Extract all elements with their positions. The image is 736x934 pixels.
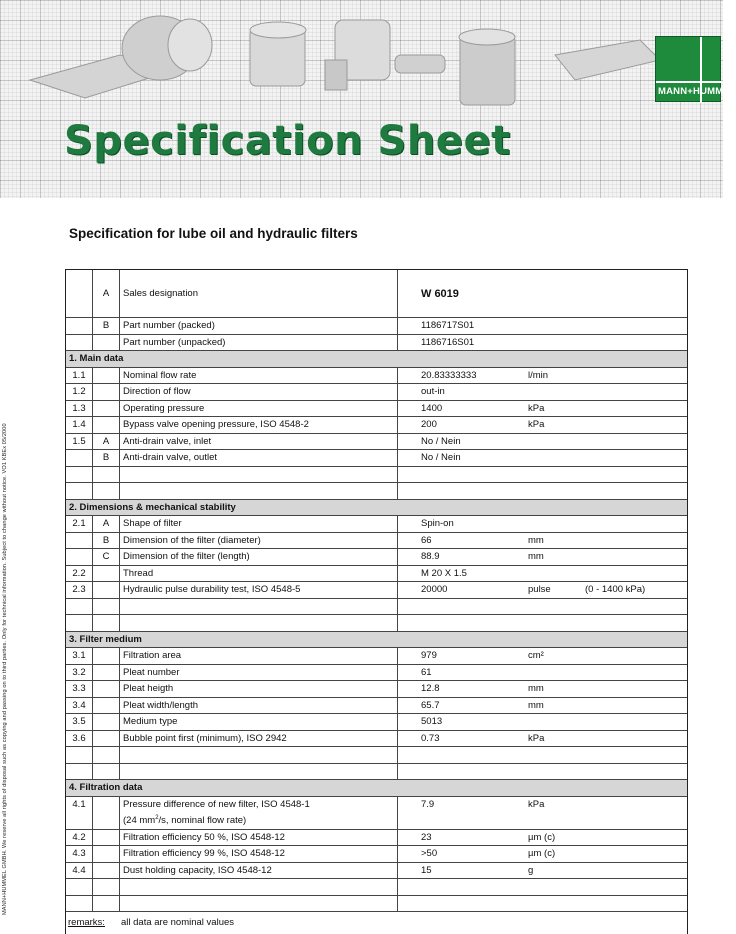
table-row xyxy=(66,549,687,566)
row-sub xyxy=(93,648,120,664)
remarks-label: remarks: xyxy=(68,917,105,928)
section-filtration-rows xyxy=(66,830,687,880)
pressure-difference-row xyxy=(66,797,687,830)
row-number: 1.3 xyxy=(66,401,93,417)
row-unit: kPa xyxy=(528,798,545,810)
section-title: 1. Main data xyxy=(69,353,124,364)
row-description: Operating pressure xyxy=(120,401,398,417)
table-row xyxy=(66,566,687,583)
row-sub xyxy=(93,797,120,829)
row-range xyxy=(585,830,689,846)
table-row xyxy=(66,450,687,467)
row-sub xyxy=(93,665,120,681)
table-row xyxy=(66,434,687,451)
row-sub xyxy=(93,846,120,862)
table-row xyxy=(66,698,687,715)
section-title: 2. Dimensions & mechanical stability xyxy=(69,501,236,513)
row-number: 4.1 xyxy=(66,797,93,829)
row-value: 5013 xyxy=(421,716,443,727)
row-sub: A xyxy=(93,516,120,532)
row-number: 3.3 xyxy=(66,681,93,697)
table-row xyxy=(66,681,687,698)
part-number-packed-row xyxy=(66,318,687,335)
row-sub: A xyxy=(93,434,120,450)
row-description: Nominal flow rate xyxy=(120,368,398,384)
row-value: 88.9 xyxy=(421,551,440,562)
row-range: (0 - 1400 kPa) xyxy=(585,584,646,595)
row-number: 2.2 xyxy=(66,566,93,582)
row-number: 1.5 xyxy=(66,434,93,450)
row-description: Filtration area xyxy=(120,648,398,664)
row-value: M 20 X 1.5 xyxy=(421,567,467,579)
row-description: Shape of filter xyxy=(120,516,398,532)
row-value: 20000 xyxy=(421,584,448,595)
row-range xyxy=(585,434,689,450)
legal-side-note: MANN+HUMMEL GMBH. We reserve all rights of disposal such as copying and passing on to third parties. Only for technical information. Subject to change without notice. VO1 KBEx 05/2000 xyxy=(2,423,8,915)
row-sub: B xyxy=(93,318,120,334)
row-range xyxy=(585,846,689,862)
row-sub xyxy=(93,681,120,697)
row-number: 1.1 xyxy=(66,368,93,384)
row-sub xyxy=(93,698,120,714)
table-row xyxy=(66,368,687,385)
brand-logo xyxy=(655,36,736,102)
row-number: 3.6 xyxy=(66,731,93,747)
row-range xyxy=(585,549,689,565)
row-range xyxy=(585,698,689,714)
section-main-rows xyxy=(66,368,687,467)
row-description xyxy=(120,797,398,829)
remarks-text: all data are nominal values xyxy=(121,917,235,928)
sales-designation-row xyxy=(66,270,687,318)
row-sub xyxy=(93,384,120,400)
row-unit: µm (c) xyxy=(528,848,556,859)
table-row xyxy=(66,648,687,665)
row-sub xyxy=(93,582,120,598)
row-value: No / Nein xyxy=(421,452,461,463)
page-title: Specification Sheet xyxy=(64,118,511,164)
row-description: Medium type xyxy=(120,714,398,730)
row-description: Sales designation xyxy=(120,270,398,317)
row-description-line2 xyxy=(123,813,397,829)
row-unit: kPa xyxy=(528,402,545,414)
row-range xyxy=(585,417,689,433)
row-range xyxy=(585,450,689,466)
row-unit: µm (c) xyxy=(528,831,556,843)
section-header-main-data xyxy=(66,351,687,368)
section-title: 4. Filtration data xyxy=(69,782,143,793)
row-value: 61 xyxy=(421,666,432,678)
row-description: Bypass valve opening pressure, ISO 4548-2 xyxy=(120,417,398,433)
table-row xyxy=(66,830,687,847)
row-value: >50 xyxy=(421,848,438,859)
row-value: 1400 xyxy=(421,402,443,414)
row-range xyxy=(585,384,689,400)
row-value: 12.8 xyxy=(421,683,440,694)
sales-designation-value: W 6019 xyxy=(421,288,459,300)
row-range xyxy=(585,681,689,697)
table-row xyxy=(66,516,687,533)
row-unit: mm xyxy=(528,534,544,546)
row-value: 7.9 xyxy=(421,798,435,810)
part-number-unpacked-row xyxy=(66,335,687,352)
row-sub: A xyxy=(93,270,120,317)
row-description: Dimension of the filter (diameter) xyxy=(120,533,398,549)
row-description: Dimension of the filter (length) xyxy=(120,549,398,565)
row-unit: l/min xyxy=(528,369,549,381)
empty-row xyxy=(66,599,687,616)
row-range xyxy=(585,648,689,664)
empty-row xyxy=(66,483,687,500)
row-sub xyxy=(93,335,120,351)
row-sub xyxy=(93,417,120,433)
row-description: Anti-drain valve, outlet xyxy=(120,450,398,466)
row-value: 15 xyxy=(421,864,432,876)
row-value: 65.7 xyxy=(421,699,440,711)
row-description: Dust holding capacity, ISO 4548-12 xyxy=(120,863,398,879)
row-unit: pulse xyxy=(528,584,551,595)
row-number xyxy=(66,450,93,466)
row-description: Thread xyxy=(120,566,398,582)
row-range xyxy=(585,863,689,879)
row-sub xyxy=(93,863,120,879)
row-range xyxy=(585,533,689,549)
empty-row xyxy=(66,764,687,781)
table-row xyxy=(66,714,687,731)
row-description-line1: Pressure difference of new filter, ISO 4548-1 xyxy=(123,798,310,810)
empty-row xyxy=(66,747,687,764)
row-range xyxy=(585,714,689,730)
empty-row xyxy=(66,896,687,913)
table-row xyxy=(66,582,687,599)
row-range xyxy=(585,368,689,384)
logo-text: MANN+HUMMEL xyxy=(658,86,736,97)
row-description: Part number (unpacked) xyxy=(120,335,398,351)
row-sub xyxy=(93,368,120,384)
spec-table xyxy=(65,269,688,934)
row-number: 4.4 xyxy=(66,863,93,879)
section-dims-rows xyxy=(66,516,687,599)
row-sub xyxy=(93,830,120,846)
sheet-subtitle: Specification for lube oil and hydraulic filters xyxy=(69,226,358,241)
row-unit: kPa xyxy=(528,732,545,744)
row-unit: mm xyxy=(528,683,544,694)
row-sub: C xyxy=(93,549,120,565)
empty-row xyxy=(66,467,687,484)
row-number: 3.5 xyxy=(66,714,93,730)
row-value: 0.73 xyxy=(421,732,440,744)
row-number xyxy=(66,533,93,549)
row-unit: g xyxy=(528,864,534,876)
table-row xyxy=(66,533,687,550)
row-value: 20.83333333 xyxy=(421,369,477,381)
row-number xyxy=(66,335,93,351)
row-unit: cm² xyxy=(528,650,544,661)
row-description: Filtration efficiency 99 %, ISO 4548-12 xyxy=(120,846,398,862)
row-number: 4.3 xyxy=(66,846,93,862)
row-number xyxy=(66,270,93,317)
flow-unit-prefix: (24 mm xyxy=(123,814,156,826)
table-row xyxy=(66,731,687,748)
row-number: 3.1 xyxy=(66,648,93,664)
row-sub xyxy=(93,566,120,582)
section-medium-rows xyxy=(66,648,687,747)
row-number: 1.4 xyxy=(66,417,93,433)
section-header-dimensions xyxy=(66,500,687,517)
row-range xyxy=(585,566,689,582)
table-row xyxy=(66,863,687,880)
row-value: No / Nein xyxy=(421,435,461,447)
row-sub: B xyxy=(93,533,120,549)
empty-row xyxy=(66,879,687,896)
filter-products-illustration xyxy=(0,0,736,120)
row-value: 200 xyxy=(421,419,437,430)
table-row xyxy=(66,665,687,682)
row-description: Bubble point first (minimum), ISO 2942 xyxy=(120,731,398,747)
row-description: Pleat width/length xyxy=(120,698,398,714)
row-value: 23 xyxy=(421,831,432,843)
section-title: 3. Filter medium xyxy=(69,633,142,645)
row-description: Pleat number xyxy=(120,665,398,681)
row-sub xyxy=(93,401,120,417)
row-description: Pleat heigth xyxy=(120,681,398,697)
row-description: Anti-drain valve, inlet xyxy=(120,434,398,450)
row-unit: kPa xyxy=(528,419,545,430)
row-range xyxy=(585,516,689,532)
section-header-filter-medium xyxy=(66,632,687,649)
row-sub xyxy=(93,731,120,747)
remarks-row xyxy=(66,912,687,934)
row-value: 66 xyxy=(421,534,432,546)
row-unit: mm xyxy=(528,551,544,562)
row-sub: B xyxy=(93,450,120,466)
row-description: Direction of flow xyxy=(120,384,398,400)
row-value: 1186717S01 xyxy=(421,320,475,331)
row-range xyxy=(585,401,689,417)
row-number: 2.1 xyxy=(66,516,93,532)
row-unit: mm xyxy=(528,699,544,711)
row-sub xyxy=(93,714,120,730)
flow-unit-exponent: 2 xyxy=(155,814,159,821)
row-value: 979 xyxy=(421,650,437,661)
table-row xyxy=(66,401,687,418)
table-row xyxy=(66,384,687,401)
row-description: Part number (packed) xyxy=(120,318,398,334)
logo-cross-horizontal xyxy=(656,81,722,83)
row-value: 1186716S01 xyxy=(421,336,475,348)
row-description: Hydraulic pulse durability test, ISO 4548-5 xyxy=(120,582,398,598)
row-description: Filtration efficiency 50 %, ISO 4548-12 xyxy=(120,830,398,846)
row-number xyxy=(66,318,93,334)
table-row xyxy=(66,846,687,863)
row-number: 3.2 xyxy=(66,665,93,681)
flow-unit-suffix: /s, nominal flow rate) xyxy=(158,814,247,826)
section-header-filtration-data xyxy=(66,780,687,797)
row-value: out-in xyxy=(421,386,445,397)
row-number xyxy=(66,549,93,565)
row-number: 1.2 xyxy=(66,384,93,400)
empty-row xyxy=(66,615,687,632)
row-range xyxy=(585,731,689,747)
row-range xyxy=(585,665,689,681)
row-number: 4.2 xyxy=(66,830,93,846)
row-number: 2.3 xyxy=(66,582,93,598)
row-number: 3.4 xyxy=(66,698,93,714)
header-banner xyxy=(0,0,736,198)
table-row xyxy=(66,417,687,434)
row-value: Spin-on xyxy=(421,518,454,529)
